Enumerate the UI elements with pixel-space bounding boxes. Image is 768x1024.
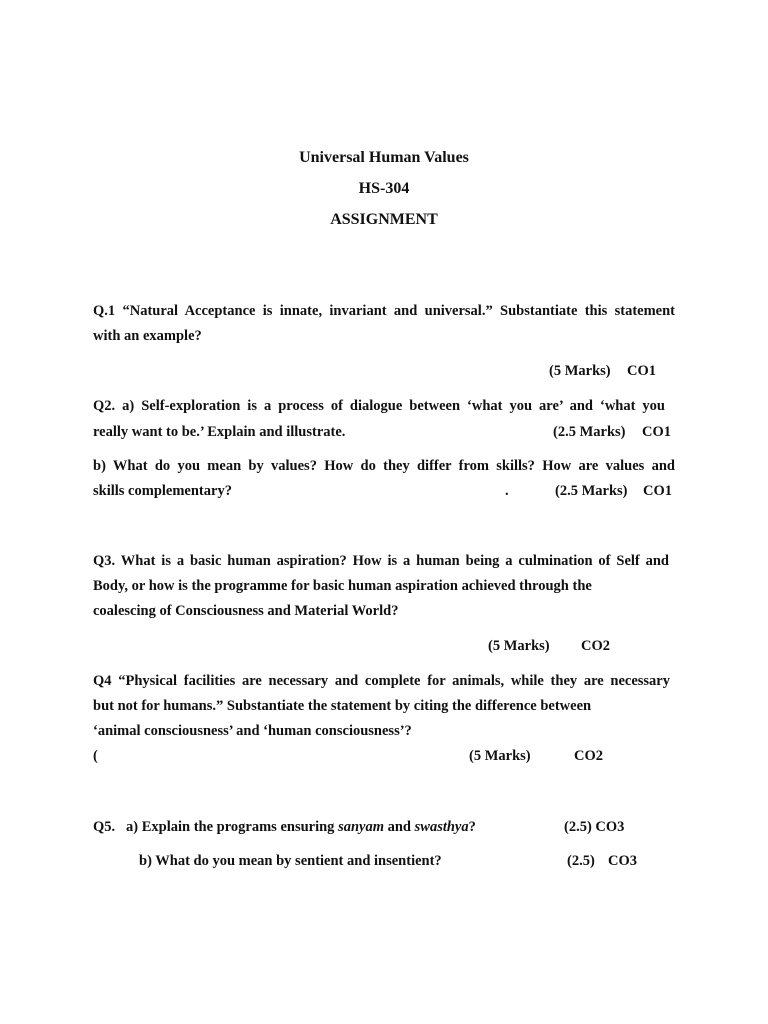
q1-co: CO1 — [627, 363, 656, 379]
q5b-co: CO3 — [608, 853, 637, 869]
course-title: Universal Human Values — [299, 149, 469, 166]
q4-line-3: ‘animal consciousness’ and ‘human consciousness’? — [93, 723, 412, 739]
q3-line-3: coalescing of Consciousness and Material World? — [93, 603, 399, 619]
q5a-mid: and — [383, 819, 415, 835]
q4-paren: ( — [93, 748, 98, 764]
q5a-line — [93, 819, 476, 836]
q4-line-2: but not for humans.” Substantiate the statement by citing the difference between — [93, 698, 592, 714]
q5a-suffix: ? — [468, 819, 476, 835]
q3-co: CO2 — [581, 638, 610, 654]
q2b-line-1: b) What do you mean by values? How do they differ from skills? How are values and — [93, 458, 675, 474]
q3-marks: (5 Marks) — [488, 638, 550, 654]
q1-line-1: Q.1 “Natural Acceptance is innate, invariant and universal.” Substantiate this statement — [93, 303, 675, 319]
q2a-line-2: really want to be.’ Explain and illustrate. — [93, 424, 346, 440]
q2a-co: CO1 — [642, 424, 671, 440]
q1-marks: (5 Marks) — [549, 363, 611, 379]
q5a-prefix: Q5. a) Explain the programs ensuring — [93, 819, 339, 835]
q5a-marks: (2.5) CO3 — [564, 819, 625, 835]
q5a-term-sanyam: sanyam — [338, 819, 384, 835]
course-code: HS-304 — [358, 180, 410, 197]
q2b-co: CO1 — [643, 483, 672, 499]
q4-line-1: Q4 “Physical facilities are necessary and complete for animals, while they are necessary — [93, 673, 670, 689]
q2a-line-1: Q2. a) Self-exploration is a process of dialogue between ‘what you are’ and ‘what you — [93, 398, 665, 414]
q2b-line-2: skills complementary? — [93, 483, 232, 499]
q5b-marks: (2.5) — [567, 853, 595, 869]
q4-co: CO2 — [574, 748, 603, 764]
document-type: ASSIGNMENT — [330, 211, 438, 228]
q2b-marks: (2.5 Marks) — [555, 483, 628, 499]
q3-line-1: Q3. What is a basic human aspiration? How is a human being a culmination of Self and — [93, 553, 669, 569]
q1-line-2: with an example? — [93, 328, 202, 344]
q5b-line: b) What do you mean by sentient and insentient? — [139, 853, 442, 869]
q2b-dot: . — [505, 483, 509, 499]
q2a-marks: (2.5 Marks) — [553, 424, 626, 440]
q3-line-2: Body, or how is the programme for basic human aspiration achieved through the — [93, 578, 592, 594]
q4-marks: (5 Marks) — [469, 748, 531, 764]
q5a-term-swasthya: swasthya — [414, 819, 469, 835]
